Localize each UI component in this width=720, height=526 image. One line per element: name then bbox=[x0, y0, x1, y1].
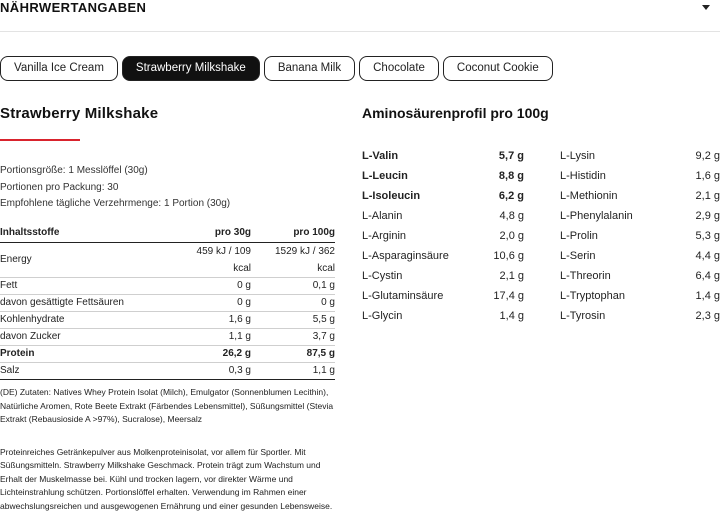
amino-name: L-Glutaminsäure bbox=[362, 290, 444, 302]
row-per30: 1,6 g bbox=[177, 311, 251, 328]
amino-row bbox=[560, 268, 720, 288]
row-name: Protein bbox=[0, 345, 177, 362]
amino-row bbox=[560, 248, 720, 268]
tab-banana-milk[interactable]: Banana Milk bbox=[264, 56, 355, 81]
amino-row bbox=[362, 248, 524, 268]
amino-value: 6,2 g bbox=[498, 190, 524, 202]
amino-row bbox=[560, 228, 720, 248]
table-row bbox=[0, 277, 335, 294]
row-per100: 0,1 g bbox=[251, 277, 335, 294]
title-underline bbox=[0, 139, 80, 141]
amino-row bbox=[362, 308, 524, 328]
amino-row bbox=[560, 308, 720, 328]
row-per100: 0 g bbox=[251, 294, 335, 311]
amino-value: 6,4 g bbox=[695, 270, 720, 282]
amino-value: 5,7 g bbox=[498, 150, 524, 162]
amino-name: L-Histidin bbox=[560, 170, 606, 182]
row-per30: 1,1 g bbox=[177, 328, 251, 345]
amino-name: L-Methionin bbox=[560, 190, 618, 202]
amino-value: 8,8 g bbox=[498, 170, 524, 182]
row-per100: 3,7 g bbox=[251, 328, 335, 345]
servings-per-pack: Portionen pro Packung: 30 bbox=[0, 181, 119, 193]
amino-value: 2,3 g bbox=[695, 310, 720, 322]
amino-row bbox=[362, 268, 524, 288]
amino-value: 4,8 g bbox=[499, 210, 524, 222]
amino-value: 2,1 g bbox=[499, 270, 524, 282]
amino-row bbox=[560, 188, 720, 208]
amino-name: L-Glycin bbox=[362, 310, 403, 322]
amino-name: L-Valin bbox=[362, 150, 399, 162]
amino-value: 1,4 g bbox=[695, 290, 720, 302]
table-row bbox=[0, 311, 335, 328]
energy-per100-kj: 1529 kJ / 362 bbox=[274, 245, 335, 257]
accordion-header[interactable] bbox=[0, 0, 720, 32]
amino-name: L-Lysin bbox=[560, 150, 596, 162]
tab-vanilla-ice-cream[interactable]: Vanilla Ice Cream bbox=[0, 56, 118, 81]
amino-value: 5,3 g bbox=[695, 230, 720, 242]
recommended-intake: Empfohlene tägliche Verzehrmenge: 1 Portion (30g) bbox=[0, 198, 231, 209]
tab-coconut-cookie[interactable]: Coconut Cookie bbox=[443, 56, 553, 81]
amino-value: 9,2 g bbox=[695, 150, 720, 162]
header-per100: pro 100g bbox=[251, 224, 335, 242]
amino-value: 17,4 g bbox=[493, 290, 524, 302]
nutrition-table bbox=[0, 224, 335, 380]
amino-name: L-Asparaginsäure bbox=[362, 250, 449, 262]
amino-list-right bbox=[560, 148, 720, 328]
row-per100 bbox=[251, 242, 335, 277]
row-name: davon gesättigte Fettsäuren bbox=[0, 294, 177, 311]
tab-strawberry-milkshake[interactable]: Strawberry Milkshake bbox=[122, 56, 260, 81]
amino-title: Aminosäurenprofil pro 100g bbox=[362, 105, 549, 121]
row-name: Kohlenhydrate bbox=[0, 311, 177, 328]
amino-name: L-Tryptophan bbox=[560, 290, 626, 302]
table-row-energy bbox=[0, 242, 335, 277]
amino-row bbox=[362, 168, 524, 188]
amino-name: L-Serin bbox=[560, 250, 596, 262]
amino-list-left bbox=[362, 148, 524, 328]
row-per30: 0,3 g bbox=[177, 362, 251, 379]
row-per30: 0 g bbox=[177, 277, 251, 294]
amino-row bbox=[560, 288, 720, 308]
row-name: davon Zucker bbox=[0, 328, 177, 345]
chevron-down-icon[interactable] bbox=[702, 5, 710, 10]
row-per30: 0 g bbox=[177, 294, 251, 311]
row-per30 bbox=[177, 242, 251, 277]
row-per100: 87,5 g bbox=[251, 345, 335, 362]
amino-row bbox=[362, 208, 524, 228]
amino-row bbox=[560, 168, 720, 188]
serving-size: Portionsgröße: 1 Messlöffel (30g) bbox=[0, 165, 148, 176]
amino-name: L-Phenylalanin bbox=[560, 210, 633, 222]
table-row-protein bbox=[0, 345, 335, 362]
ingredients-text: (DE) Zutaten: Natives Whey Protein Isolat (Milch), Emulgator (Sonnenblumen Lecithin), Natürliche Aromen, Rote Beete Extrakt (Färbendes Lebensmittel), Süßungsmittel (Stevia Extrakt (Rebausioside A >97%), Sucralose), Meersalz bbox=[0, 387, 334, 425]
serving-info bbox=[0, 163, 230, 213]
amino-name: L-Cystin bbox=[362, 270, 403, 282]
product-description: Proteinreiches Getränkepulver aus Molkenproteinisolat, vor allem für Sportler. Mit Süßungsmitteln. Strawberry Milkshake Geschmack. Protein trägt zum Wachstum und Erhalt der Muskelmasse bei. Kühl und trocken lagern, vor direkter Wärme und Lichteinstrahlung schützen. Portionslöffel erhalten. Verwendung im Rahmen einer abwechslungsreichen und ausgewogenen Ernährung und einer gesunden Lebensweise. bbox=[0, 447, 333, 511]
row-name: Salz bbox=[0, 362, 177, 379]
amino-row bbox=[362, 148, 524, 168]
amino-value: 4,4 g bbox=[695, 250, 720, 262]
tab-chocolate[interactable]: Chocolate bbox=[359, 56, 439, 81]
table-row bbox=[0, 294, 335, 311]
amino-row bbox=[362, 188, 524, 208]
amino-value: 10,6 g bbox=[493, 250, 524, 262]
amino-value: 2,1 g bbox=[695, 190, 720, 202]
amino-name: L-Isoleucin bbox=[362, 190, 421, 202]
section-title: NÄHRWERTANGABEN bbox=[0, 0, 147, 15]
amino-row bbox=[560, 208, 720, 228]
amino-row bbox=[362, 288, 524, 308]
table-row bbox=[0, 328, 335, 345]
header-per30: pro 30g bbox=[177, 224, 251, 242]
row-name: Energy bbox=[0, 242, 177, 277]
amino-name: L-Alanin bbox=[362, 210, 403, 222]
amino-value: 1,6 g bbox=[695, 170, 720, 182]
amino-name: L-Threorin bbox=[560, 270, 611, 282]
table-header-row bbox=[0, 224, 335, 242]
energy-per100-kcal: kcal bbox=[317, 262, 335, 274]
header-name: Inhaltsstoffe bbox=[0, 224, 177, 242]
row-per100: 5,5 g bbox=[251, 311, 335, 328]
energy-per30-kj: 459 kJ / 109 bbox=[196, 245, 251, 257]
flavor-tabs bbox=[0, 56, 553, 81]
amino-row bbox=[362, 228, 524, 248]
amino-row bbox=[560, 148, 720, 168]
row-per100: 1,1 g bbox=[251, 362, 335, 379]
energy-per30-kcal: kcal bbox=[233, 262, 251, 274]
amino-value: 2,9 g bbox=[695, 210, 720, 222]
amino-value: 1,4 g bbox=[499, 310, 524, 322]
table-row bbox=[0, 362, 335, 379]
amino-name: L-Prolin bbox=[560, 230, 598, 242]
row-name: Fett bbox=[0, 277, 177, 294]
amino-name: L-Arginin bbox=[362, 230, 407, 242]
row-per30: 26,2 g bbox=[177, 345, 251, 362]
product-title: Strawberry Milkshake bbox=[0, 105, 159, 122]
amino-value: 2,0 g bbox=[499, 230, 524, 242]
amino-name: L-Tyrosin bbox=[560, 310, 606, 322]
amino-name: L-Leucin bbox=[362, 170, 408, 182]
